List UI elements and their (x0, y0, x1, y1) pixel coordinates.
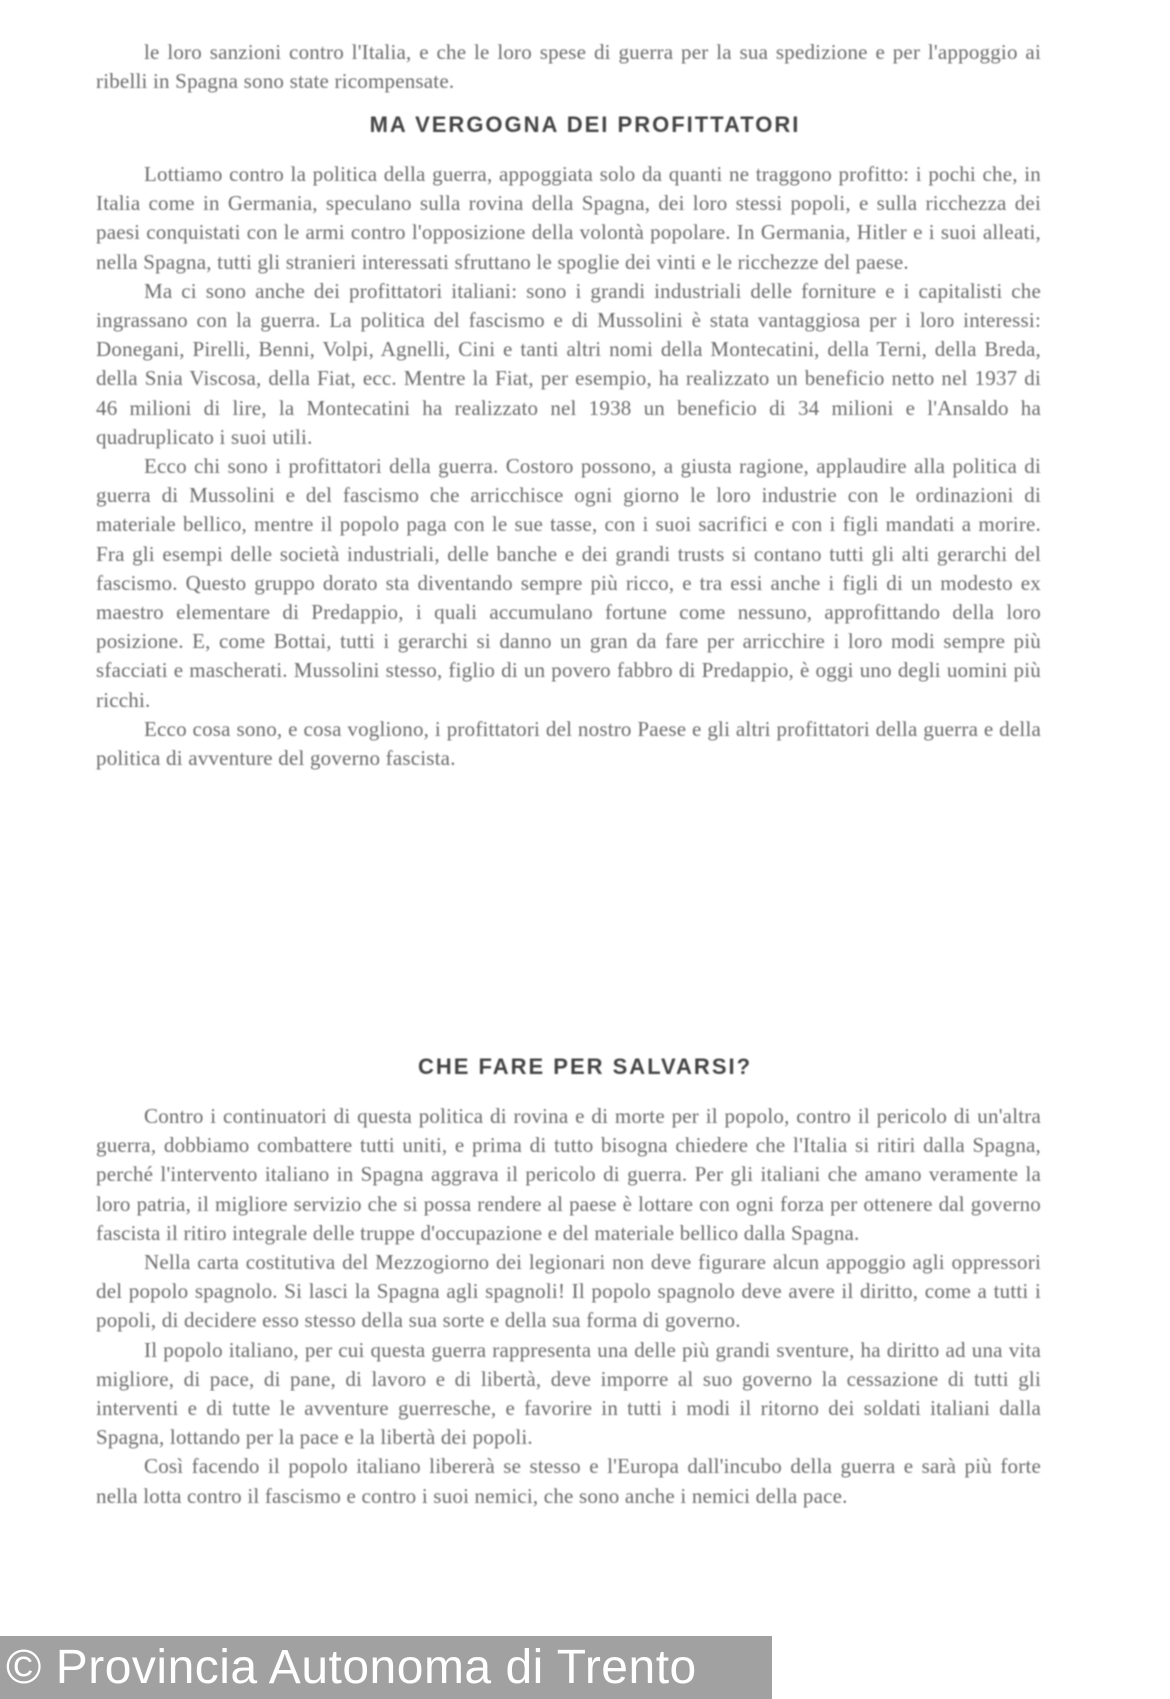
paragraph: Il popolo italiano, per cui questa guerra rappresenta una delle più grandi sventure, ha diritto ad una vita migliore, di pace, di pane, di lavoro e di libertà, deve imporre al suo governo la cessazione di tutti gli interventi e di tutte le avventure guerresche, e favorire in tutti i modi il ritorno dei soldati italiani dalla Spagna, lottando per la pace e la libertà dei popoli. (96, 1337, 1041, 1450)
section-body-profittatori (96, 160, 1041, 773)
section-body-salvarsi (96, 1102, 1041, 1511)
paragraph: Contro i continuatori di questa politica di rovina e di morte per il popolo, contro il pericolo di un'altra guerra, dobbiamo combattere tutti uniti, e prima di tutto bisogna chiedere che l'Italia si ritiri dalla Spagna, perché l'intervento italiano in Spagna aggrava il pericolo di guerra. Per gli italiani che amano veramente la loro patria, il migliore servizio che si possa rendere al paese è lottare con ogni forza per ottenere dal governo fascista il ritiro integrale delle truppe d'occupazione e del materiale bellico dalla Spagna. (96, 1104, 1041, 1245)
section-heading-profittatori: MA VERGOGNA DEI PROFITTATORI (369, 112, 801, 137)
intro-text (96, 38, 1041, 96)
paragraph: Ecco chi sono i profittatori della guerra. Costoro possono, a giusta ragione, applaudire alla politica di guerra di Mussolini e del fascismo che arricchisce ogni giorno le loro industrie con le ordinazioni di materiale bellico, mentre il popolo paga con le sue tasse, con i suoi sacrifici e con i figli mandati a morire. Fra gli esempi delle società industriali, delle banche e dei grandi trusts si contano tutti gli alti gerarchi del fascismo. Questo gruppo dorato sta diventando sempre più ricco, e tra essi anche i figli di un modesto ex maestro elementare di Predappio, i quali accumulano fortune come nessuno, approfittando della loro posizione. E, come Bottai, tutti i gerarchi si danno un gran da fare per arricchire i loro modi sempre più sfacciati e mascherati. Mussolini stesso, figlio di un povero fabbro di Predappio, è oggi uno degli uomini più ricchi. (96, 454, 1041, 712)
paragraph: Nella carta costitutiva del Mezzogiorno dei legionari non deve figurare alcun appoggio agli oppressori del popolo spagnolo. Si lasci la Spagna agli spagnoli! Il popolo spagnolo deve avere il diritto, come a tutti i popoli, di decidere esso stesso della sua sorte e della sua forma di governo. (96, 1250, 1041, 1333)
paragraph: Ecco cosa sono, e cosa vogliono, i profittatori del nostro Paese e gli altri profittatori della guerra e della politica di avventure del governo fascista. (96, 716, 1041, 771)
paragraph: Lottiamo contro la politica della guerra, appoggiata solo da quanti ne traggono profitto: i pochi che, in Italia come in Germania, speculano sulla rovina della Spagna, dei loro stessi popoli, e sulla ricchezza dei paesi conquistati con le armi contro l'opposizione della volontà popolare. In Germania, Hitler e i suoi alleati, nella Spagna, tutti gli stranieri interessati sfruttano le spoglie dei vinti e le ricchezze del paese. (96, 162, 1041, 274)
section-heading-salvarsi: CHE FARE PER SALVARSI? (417, 1054, 753, 1079)
copyright-watermark (0, 1636, 772, 1699)
paragraph: Ma ci sono anche dei profittatori italiani: sono i grandi industriali delle forniture e i capitalisti che ingrassano con la guerra. La politica del fascismo e di Mussolini è stata vantaggiosa per i loro interessi: Donegani, Pirelli, Benni, Volpi, Agnelli, Cini e tanti altri nomi della Montecatini, della Terni, della Breda, della Snia Viscosa, della Fiat, ecc. Mentre la Fiat, per esempio, ha realizzato un beneficio netto nel 1937 di 46 milioni di lire, la Montecatini ha realizzato nel 1938 un beneficio di 34 milioni e l'Ansaldo ha quadruplicato i suoi utili. (96, 278, 1041, 449)
paragraph: Così facendo il popolo italiano libererà se stesso e l'Europa dall'incubo della guerra e sarà più forte nella lotta contro il fascismo e contro i suoi nemici, che sono anche i nemici della pace. (96, 1454, 1041, 1508)
watermark-text: © Provincia Autonoma di Trento (6, 1641, 697, 1694)
intro-paragraph: le loro sanzioni contro l'Italia, e che le loro spese di guerra per la sua spedizione e per l'appoggio ai ribelli in Spagna sono state ricompensate. (96, 40, 1041, 94)
